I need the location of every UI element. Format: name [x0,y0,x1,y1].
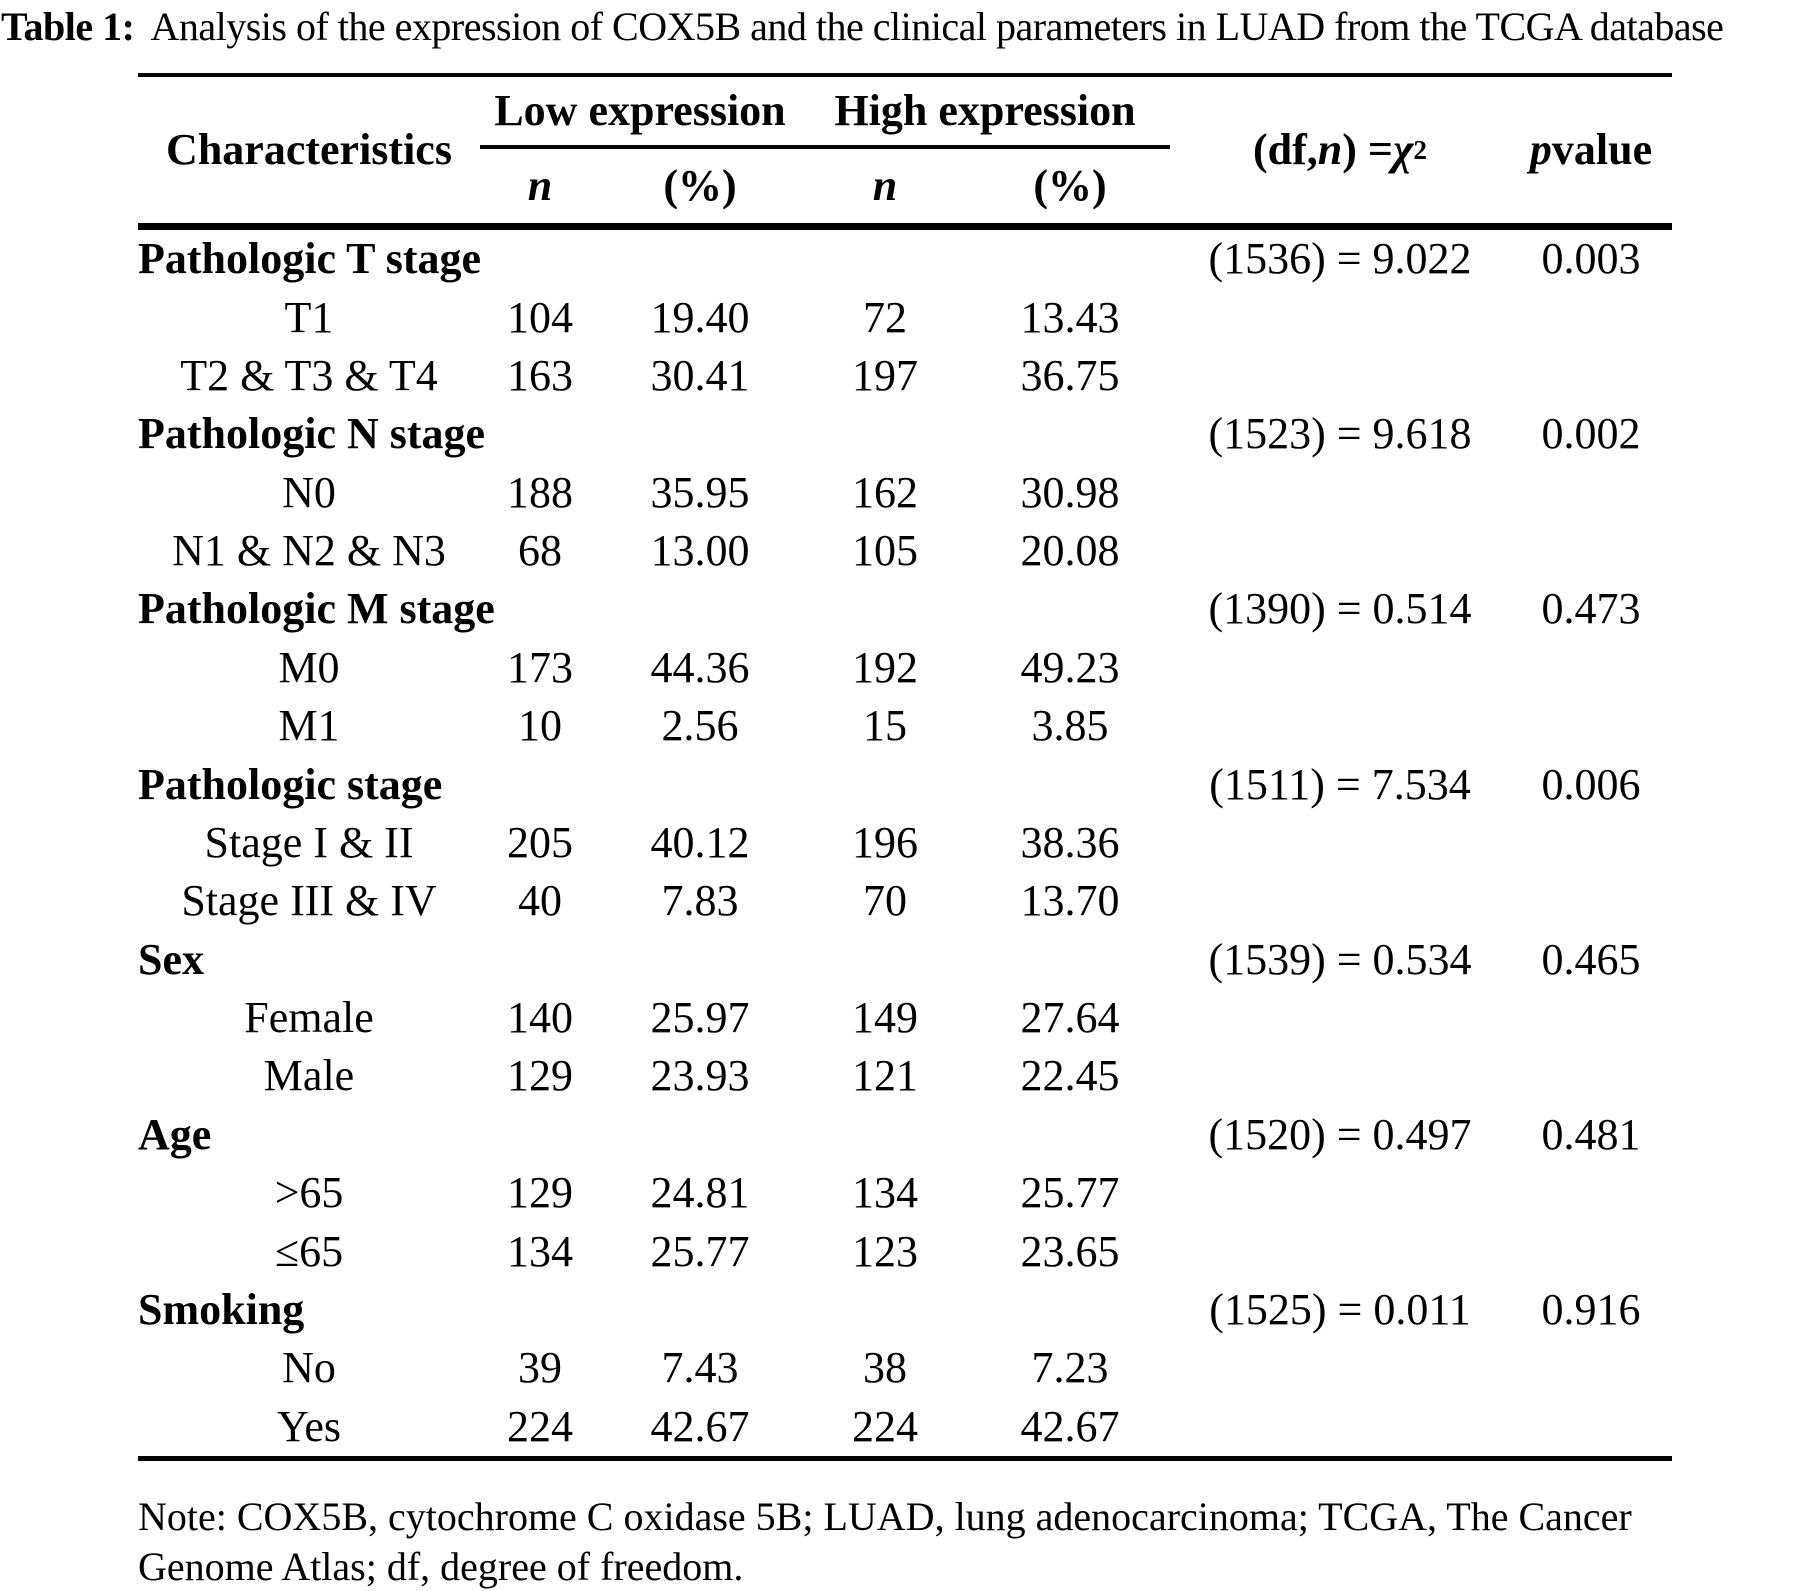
n-low-value: 40 [518,876,562,926]
n-low-value: 129 [507,1168,573,1218]
chi-symbol: χ [1392,125,1414,174]
row-label: Yes [276,1401,342,1451]
row-label: N0 [282,467,336,517]
pct-low-value: 42.67 [650,1401,750,1451]
n-high-value: 70 [863,876,907,926]
pct-high-value: 36.75 [1020,350,1120,400]
table-row [138,230,1672,288]
chi-square-value: (1539) = 0.534 [1208,934,1472,984]
row-label: >65 [274,1168,344,1218]
table-row [138,697,1672,755]
n-high-value: 149 [852,993,918,1043]
n-high-value: 15 [863,701,907,751]
table-row [138,1106,1672,1164]
n-high-value: 196 [852,817,918,867]
n-high-value: 197 [852,350,918,400]
header-characteristics: Characteristics [166,125,452,174]
pct-high-value: 20.08 [1020,526,1120,576]
p-header-rest: value [1551,125,1653,174]
n-low-value: 134 [507,1226,573,1276]
pct-low-value: 30.41 [650,350,750,400]
n-high-value: 38 [863,1343,907,1393]
n-low-value: 68 [518,526,562,576]
chi-square-value: (1523) = 9.618 [1208,409,1472,459]
n-high-value: 192 [852,642,918,692]
pct-high-value: 13.70 [1020,876,1120,926]
n-low-value: 205 [507,817,573,867]
table-row [138,755,1672,813]
p-symbol: p [1529,125,1552,174]
p-value: 0.002 [1541,409,1641,459]
chi-header-n: n [1317,125,1343,174]
pct-high-value: 30.98 [1020,467,1120,517]
pct-low-value: 7.43 [661,1343,739,1393]
header-chi-square: (df, n ) = χ 2 [1252,125,1428,174]
pct-low-value: 13.00 [650,526,750,576]
p-value: 0.465 [1541,934,1641,984]
row-label: M0 [278,642,340,692]
table-caption-text: Analysis of the expression of COX5B and the clinical parameters in LUAD from the TCGA database [150,4,1724,49]
row-label: Stage III & IV [181,876,437,926]
table-row [138,931,1672,989]
n-low-value: 39 [518,1343,562,1393]
row-label: T1 [284,292,334,342]
row-label: M1 [278,701,340,751]
row-label: N1 & N2 & N3 [172,526,446,576]
header-n-high: n [872,161,898,210]
table-row [138,639,1672,697]
n-low-value: 188 [507,467,573,517]
pct-low-value: 2.56 [661,701,739,751]
chi-square-value: (1536) = 9.022 [1208,234,1472,284]
n-low-value: 104 [507,292,573,342]
chi-header-eq: ) = [1342,125,1393,174]
row-label: Sex [138,934,204,984]
header-pct-low: (%) [663,161,737,210]
row-label: ≤65 [274,1226,344,1276]
table-row [138,1047,1672,1105]
pct-low-value: 40.12 [650,817,750,867]
table-row [138,347,1672,405]
row-label: Female [244,993,374,1043]
n-low-value: 10 [518,701,562,751]
pct-low-value: 35.95 [650,467,750,517]
table-row [138,464,1672,522]
chi-header-pre: (df, [1252,125,1318,174]
pct-low-value: 23.93 [650,1051,750,1101]
pct-low-value: 25.97 [650,993,750,1043]
table-row [138,288,1672,346]
table-row [138,1281,1672,1339]
row-label: Pathologic M stage [138,584,495,634]
table-row [138,1222,1672,1280]
pct-high-value: 27.64 [1020,993,1120,1043]
n-low-value: 224 [507,1401,573,1451]
table-body [138,230,1672,1461]
row-label: Stage I & II [204,817,414,867]
table-header [138,73,1672,230]
pct-low-value: 44.36 [650,642,750,692]
n-low-value: 163 [507,350,573,400]
table-row [138,405,1672,463]
n-low-value: 140 [507,993,573,1043]
row-label: Smoking [138,1284,305,1334]
pct-low-value: 24.81 [650,1168,750,1218]
pct-high-value: 25.77 [1020,1168,1120,1218]
chi-square-value: (1525) = 0.011 [1209,1284,1471,1334]
row-label: Pathologic N stage [138,409,486,459]
pct-high-value: 42.67 [1020,1401,1120,1451]
pct-high-value: 3.85 [1031,701,1109,751]
n-high-value: 105 [852,526,918,576]
header-pct-high: (%) [1033,161,1107,210]
p-value: 0.481 [1541,1109,1641,1159]
row-label: Male [263,1051,355,1101]
n-high-value: 134 [852,1168,918,1218]
pct-high-value: 23.65 [1020,1226,1120,1276]
p-value: 0.473 [1541,584,1641,634]
chi-square-value: (1390) = 0.514 [1208,584,1472,634]
n-high-value: 224 [852,1401,918,1451]
p-value: 0.006 [1541,759,1641,809]
n-high-value: 121 [852,1051,918,1101]
table-row [138,522,1672,580]
n-high-value: 72 [863,292,907,342]
header-high-expression: High expression [834,86,1136,135]
pct-high-value: 49.23 [1020,642,1120,692]
table-row [138,580,1672,638]
table-row [138,1398,1672,1456]
pct-low-value: 19.40 [650,292,750,342]
n-high-value: 162 [852,467,918,517]
row-label: Age [138,1109,212,1159]
header-p-value [1510,77,1672,223]
header-n-low: n [527,161,553,210]
table-caption [1,3,1723,51]
table-caption-label: Table 1: [1,4,135,49]
row-label: T2 & T3 & T4 [180,350,438,400]
table-row [138,989,1672,1047]
pct-high-value: 13.43 [1020,292,1120,342]
row-label: Pathologic T stage [138,234,482,284]
table-row [138,1339,1672,1397]
pct-high-value: 22.45 [1020,1051,1120,1101]
pct-high-value: 38.36 [1020,817,1120,867]
pct-high-value: 7.23 [1031,1343,1109,1393]
table-row [138,814,1672,872]
n-low-value: 129 [507,1051,573,1101]
chi-square-value: (1520) = 0.497 [1208,1109,1472,1159]
chi-square-value: (1511) = 7.534 [1209,759,1471,809]
p-value: 0.003 [1541,234,1641,284]
header-low-expression: Low expression [494,86,786,135]
table-note: Note: COX5B, cytochrome C oxidase 5B; LUAD, lung adenocarcinoma; TCGA, The Cancer Genome Atlas; df, degree of freedom. [138,1494,1632,1589]
statistics-table [138,73,1672,1461]
n-low-value: 173 [507,642,573,692]
table-row [138,872,1672,930]
row-label: No [282,1343,336,1393]
table-row [138,1164,1672,1222]
pct-low-value: 7.83 [661,876,739,926]
pct-low-value: 25.77 [650,1226,750,1276]
n-high-value: 123 [852,1226,918,1276]
row-label: Pathologic stage [138,759,443,809]
p-value: 0.916 [1541,1284,1641,1334]
